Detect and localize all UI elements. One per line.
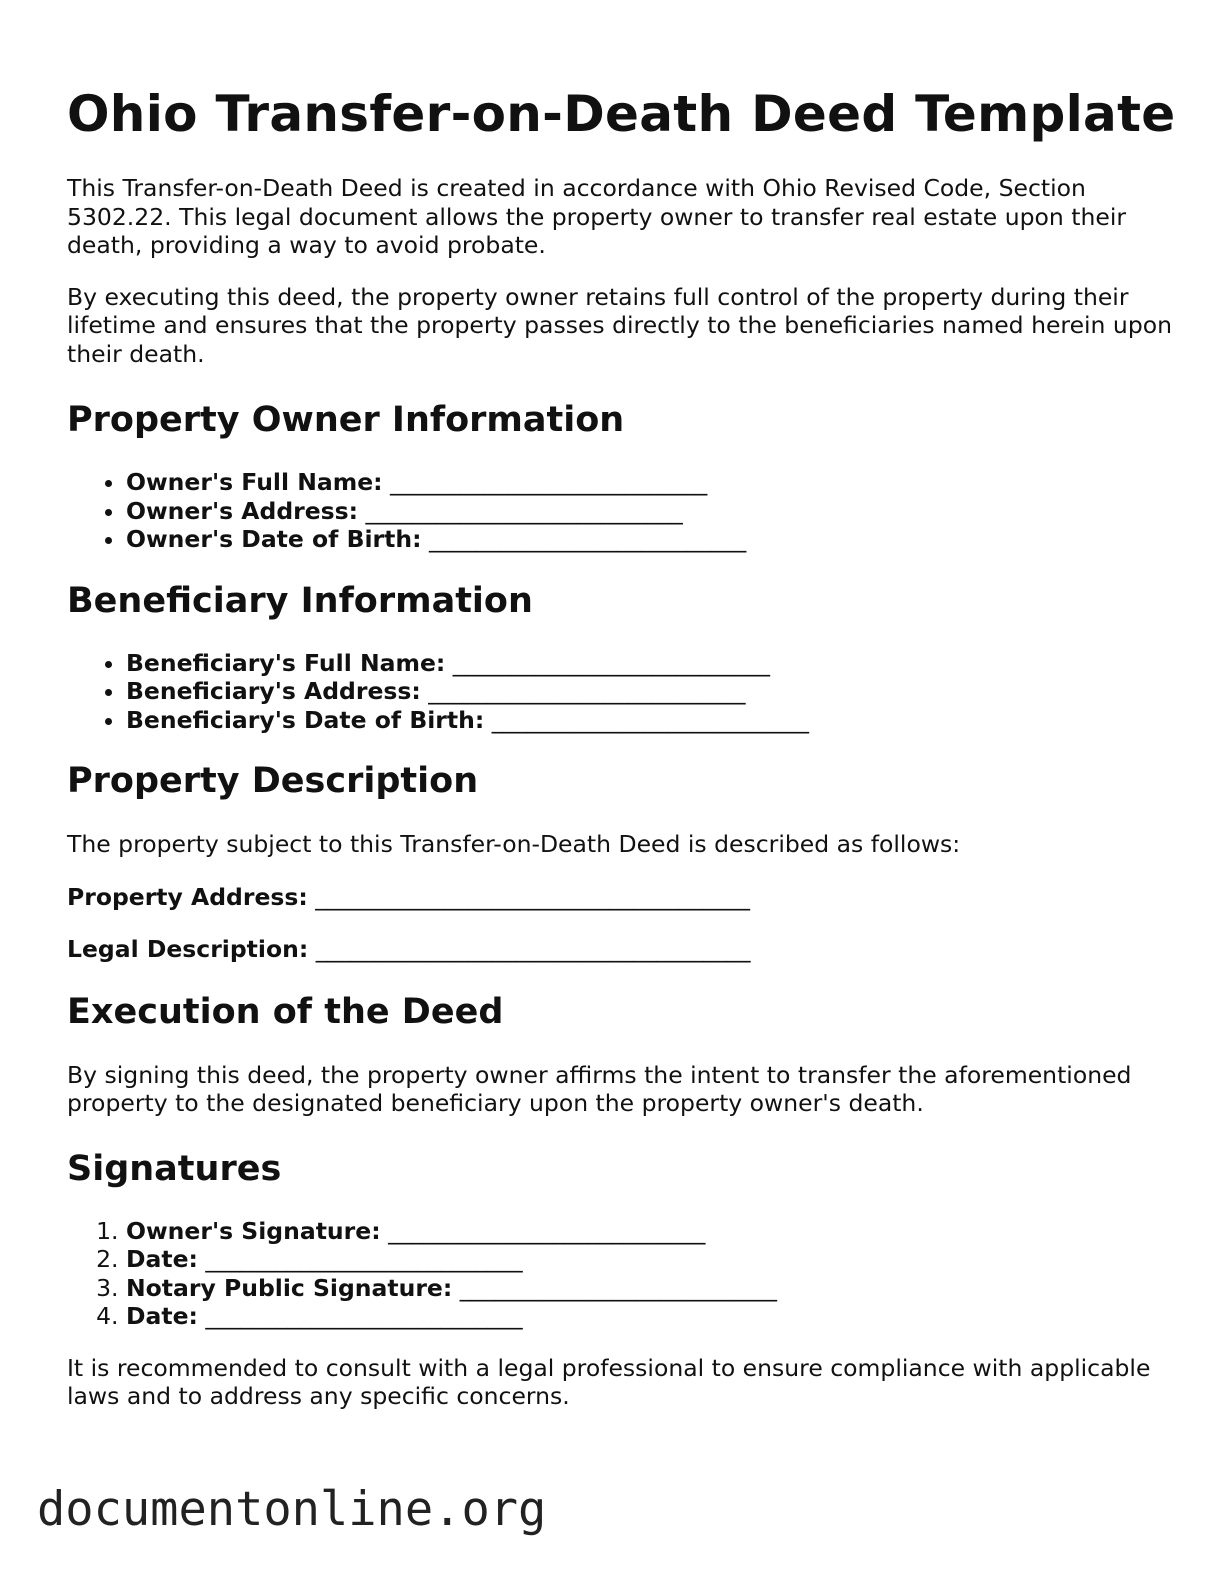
field-label: Property Address:: [67, 882, 308, 911]
blank-line[interactable]: _____________________________________: [315, 935, 751, 963]
field-label: Notary Public Signature:: [126, 1273, 453, 1302]
beneficiary-address-field: [126, 677, 1177, 706]
blank-line[interactable]: ___________________________: [365, 496, 683, 525]
blank-line[interactable]: ___________________________: [491, 705, 809, 734]
field-label: Owner's Full Name:: [126, 468, 383, 496]
beneficiary-full-name-field: [126, 649, 1177, 678]
blank-line[interactable]: ___________________________: [428, 677, 746, 705]
intro-paragraph-2: By executing this deed, the property owner retains full control of the property during their lifetime and ensures that the property passes directly to the beneficiaries named herein upon their death.: [67, 282, 1173, 368]
field-label: Date:: [126, 1245, 198, 1273]
field-label: Owner's Address:: [126, 496, 359, 525]
blank-line[interactable]: ___________________________: [205, 1302, 523, 1330]
property-address-field: [67, 883, 1177, 912]
property-description-text: The property subject to this Transfer-on-Death Deed is described as follows:: [67, 830, 961, 858]
beneficiary-dob-field: [126, 706, 1177, 735]
intro-paragraph-1: This Transfer-on-Death Deed is created in accordance with Ohio Revised Code, Section 5302.22. This legal document allows the property owner to transfer real estate upon their death, providing a way to avoid probate.: [67, 174, 1127, 259]
execution-section-heading: Execution of the Deed: [67, 991, 504, 1032]
owner-signature-field: [126, 1217, 1177, 1246]
blank-line[interactable]: ___________________________: [459, 1273, 778, 1302]
document-title: Ohio Transfer-on-Death Deed Template: [67, 85, 1176, 143]
document-page: [67, 82, 1177, 1411]
owner-dob-field: [126, 525, 1177, 554]
owner-full-name-field: [126, 468, 1177, 497]
signatures-section-heading: Signatures: [67, 1148, 282, 1189]
notary-date-field: [126, 1302, 1177, 1331]
signature-field-list: [67, 1217, 1177, 1331]
notary-signature-field: [126, 1274, 1177, 1303]
owner-field-list: [67, 468, 1177, 554]
field-label: Owner's Date of Birth:: [126, 525, 422, 553]
blank-line[interactable]: _____________________________________: [315, 882, 751, 911]
owner-address-field: [126, 497, 1177, 526]
field-label: Owner's Signature:: [126, 1216, 381, 1245]
blank-line[interactable]: ___________________________: [205, 1245, 523, 1273]
legal-description-field: [67, 935, 1177, 964]
watermark: documentonline.org: [37, 1482, 547, 1537]
blank-line[interactable]: ___________________________: [428, 525, 747, 553]
beneficiary-section-heading: Beneficiary Information: [67, 580, 533, 621]
blank-line[interactable]: ___________________________: [390, 468, 708, 496]
field-label: Beneficiary's Full Name:: [126, 648, 446, 677]
field-label: Legal Description:: [67, 935, 309, 963]
owner-date-field: [126, 1245, 1177, 1274]
field-label: Date:: [126, 1302, 198, 1330]
field-label: Beneficiary's Date of Birth:: [126, 705, 485, 734]
beneficiary-field-list: [67, 649, 1177, 735]
closing-note: It is recommended to consult with a legal professional to ensure compliance with applicable laws and to address any specific concerns.: [67, 1353, 1151, 1410]
owner-section-heading: Property Owner Information: [67, 400, 625, 440]
blank-line[interactable]: ___________________________: [388, 1216, 706, 1245]
blank-line[interactable]: ___________________________: [452, 648, 771, 677]
field-label: Beneficiary's Address:: [126, 677, 421, 705]
property-section-heading: Property Description: [67, 761, 479, 801]
execution-text: By signing this deed, the property owner affirms the intent to transfer the aforementioned property to the designated beneficiary upon the property owner's death.: [67, 1060, 1132, 1117]
